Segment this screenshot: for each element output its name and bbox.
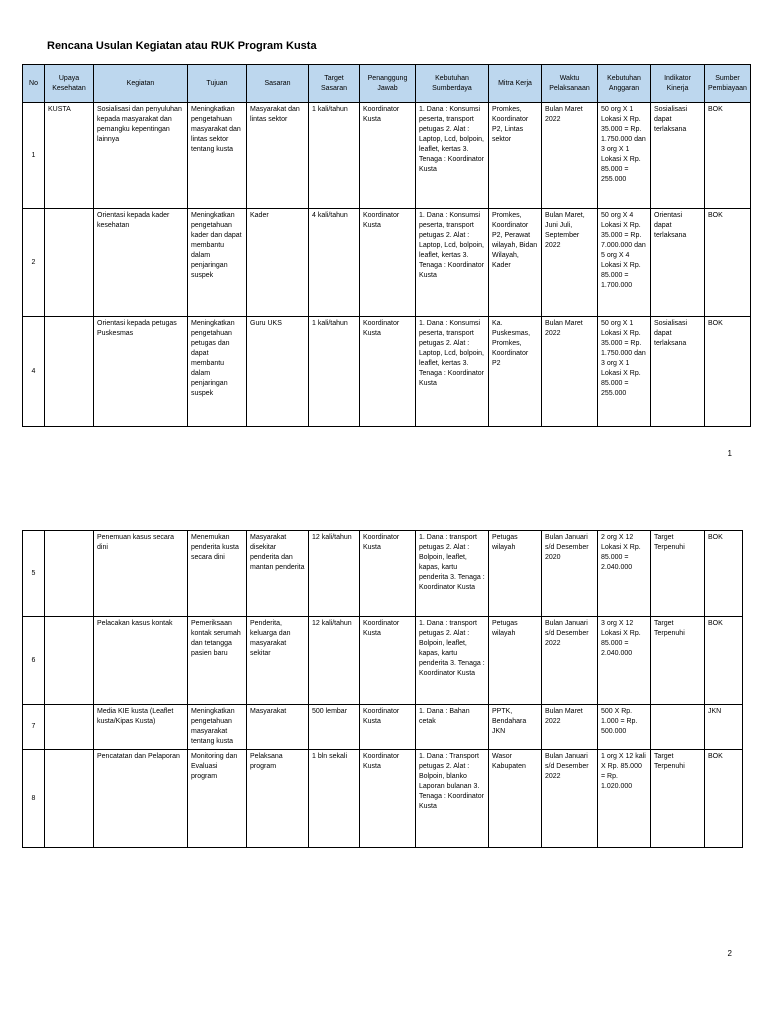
cell-pj: Koordinator Kusta xyxy=(360,705,416,750)
cell-sasaran: Pelaksana program xyxy=(247,750,309,848)
cell-anggaran: 50 org X 1 Lokasi X Rp. 35.000 = Rp. 1.750.000 dan 3 org X 1 Lokasi X Rp. 85.000 = 255.000 xyxy=(598,103,651,209)
cell-target: 1 kali/tahun xyxy=(309,103,360,209)
cell-indikator xyxy=(651,705,705,750)
cell-kegiatan: Orientasi kepada kader kesehatan xyxy=(94,209,188,317)
cell-tujuan: Meningkatkan pengetahuan masyarakat tentang kusta xyxy=(188,705,247,750)
cell-kegiatan: Orientasi kepada petugas Puskesmas xyxy=(94,317,188,427)
cell-no: 1 xyxy=(23,103,45,209)
cell-mitra: Ka. Puskesmas, Promkes, Koordinator P2 xyxy=(489,317,542,427)
table-row xyxy=(23,317,751,427)
cell-upaya: KUSTA xyxy=(45,103,94,209)
cell-sumberdaya: 1. Dana : Konsumsi peserta, transport petugas 2. Alat : Laptop, Lcd, bolpoin, leaflet, kertas 3. Tenaga : Koordinator Kusta xyxy=(416,317,489,427)
cell-tujuan: Meningkatkan pengetahuan masyarakat dan lintas sektor tentang kusta xyxy=(188,103,247,209)
cell-upaya xyxy=(45,705,94,750)
header-kegiatan: Kegiatan xyxy=(94,65,188,103)
cell-tujuan: Monitoring dan Evaluasi program xyxy=(188,750,247,848)
cell-kegiatan: Pelacakan kasus kontak xyxy=(94,617,188,705)
cell-indikator: Target Terpenuhi xyxy=(651,750,705,848)
cell-upaya xyxy=(45,617,94,705)
cell-tujuan: Menemukan penderita kusta secara dini xyxy=(188,531,247,617)
header-waktu: Waktu Pelaksanaan xyxy=(542,65,598,103)
header-indikator: Indikator Kinerja xyxy=(651,65,705,103)
cell-kegiatan: Media KIE kusta (Leaflet kusta/Kipas Kusta) xyxy=(94,705,188,750)
cell-waktu: Bulan Maret 2022 xyxy=(542,103,598,209)
header-no: No xyxy=(23,65,45,103)
cell-sumber: JKN xyxy=(705,705,743,750)
table-row xyxy=(23,705,743,750)
cell-indikator: Target Terpenuhi xyxy=(651,531,705,617)
cell-target: 12 kali/tahun xyxy=(309,531,360,617)
cell-waktu: Bulan Januari s/d Desember 2022 xyxy=(542,617,598,705)
cell-sasaran: Guru UKS xyxy=(247,317,309,427)
cell-target: 12 kali/tahun xyxy=(309,617,360,705)
cell-target: 500 lembar xyxy=(309,705,360,750)
cell-sumberdaya: 1. Dana : transport petugas 2. Alat : Bolpoin, leaflet, kapas, kartu penderita 3. Tenaga : Koordinator Kusta xyxy=(416,617,489,705)
cell-sumberdaya: 1. Dana : Konsumsi peserta, transport petugas 2. Alat : Laptop, Lcd, bolpoin, leaflet, kertas 3. Tenaga : Koordinator Kusta xyxy=(416,103,489,209)
cell-anggaran: 500 X Rp. 1.000 = Rp. 500.000 xyxy=(598,705,651,750)
cell-sumber: BOK xyxy=(705,617,743,705)
cell-no: 2 xyxy=(23,209,45,317)
cell-kegiatan: Penemuan kasus secara dini xyxy=(94,531,188,617)
cell-sumber: BOK xyxy=(705,209,751,317)
header-sumber: Sumber Pembiayaan xyxy=(705,65,751,103)
header-mitra: Mitra Kerja xyxy=(489,65,542,103)
document-title: Rencana Usulan Kegiatan atau RUK Program Kusta xyxy=(47,40,317,52)
header-target: Target Sasaran xyxy=(309,65,360,103)
cell-no: 8 xyxy=(23,750,45,848)
cell-sasaran: Masyarakat xyxy=(247,705,309,750)
cell-upaya xyxy=(45,750,94,848)
cell-anggaran: 1 org X 12 kali X Rp. 85.000 = Rp. 1.020.000 xyxy=(598,750,651,848)
cell-upaya xyxy=(45,317,94,427)
header-anggaran: Kebutuhan Anggaran xyxy=(598,65,651,103)
cell-tujuan: Meningkatkan pengetahuan petugas dan dapat membantu dalam penjaringan suspek xyxy=(188,317,247,427)
cell-sumberdaya: 1. Dana : transport petugas 2. Alat : Bolpoin, leaflet, kapas, kartu penderita 3. Tenaga : Koordinator Kusta xyxy=(416,531,489,617)
header-pj: Penanggung Jawab xyxy=(360,65,416,103)
cell-sumber: BOK xyxy=(705,317,751,427)
cell-pj: Koordinator Kusta xyxy=(360,317,416,427)
cell-upaya xyxy=(45,531,94,617)
cell-waktu: Bulan Maret, Juni Juli, September 2022 xyxy=(542,209,598,317)
cell-anggaran: 50 org X 1 Lokasi X Rp. 35.000 = Rp. 1.750.000 dan 3 org X 1 Lokasi X Rp. 85.000 = 255.000 xyxy=(598,317,651,427)
cell-no: 7 xyxy=(23,705,45,750)
cell-upaya xyxy=(45,209,94,317)
cell-anggaran: 2 org X 12 Lokasi X Rp. 85.000 = 2.040.000 xyxy=(598,531,651,617)
table-row xyxy=(23,103,751,209)
cell-pj: Koordinator Kusta xyxy=(360,617,416,705)
cell-sumberdaya: 1. Dana : Konsumsi peserta, transport petugas 2. Alat : Laptop, Lcd, bolpoin, leaflet, kertas 3. Tenaga : Koordinator Kusta xyxy=(416,209,489,317)
cell-sasaran: Kader xyxy=(247,209,309,317)
cell-waktu: Bulan Januari s/d Desember 2020 xyxy=(542,531,598,617)
cell-waktu: Bulan Maret 2022 xyxy=(542,705,598,750)
cell-pj: Koordinator Kusta xyxy=(360,531,416,617)
table-row xyxy=(23,750,743,848)
cell-pj: Koordinator Kusta xyxy=(360,103,416,209)
table-row xyxy=(23,209,751,317)
cell-sasaran: Penderita, keluarga dan masyarakat sekitar xyxy=(247,617,309,705)
cell-kegiatan: Sosialisasi dan penyuluhan kepada masyarakat dan pemangku kepentingan lainnya xyxy=(94,103,188,209)
header-upaya: Upaya Kesehatan xyxy=(45,65,94,103)
cell-tujuan: Pemeriksaan kontak serumah dan tetangga pasien baru xyxy=(188,617,247,705)
cell-target: 1 bln sekali xyxy=(309,750,360,848)
ruk-table-page-1 xyxy=(22,64,751,427)
cell-waktu: Bulan Maret 2022 xyxy=(542,317,598,427)
cell-tujuan: Meningkatkan pengetahuan kader dan dapat membantu dalam penjaringan suspek xyxy=(188,209,247,317)
cell-sumberdaya: 1. Dana : Bahan cetak xyxy=(416,705,489,750)
cell-indikator: Target Terpenuhi xyxy=(651,617,705,705)
cell-waktu: Bulan Januari s/d Desember 2022 xyxy=(542,750,598,848)
cell-target: 4 kali/tahun xyxy=(309,209,360,317)
cell-sumberdaya: 1. Dana : Transport petugas 2. Alat : Bolpoin, blanko Laporan bulanan 3. Tenaga : Koordinator Kusta xyxy=(416,750,489,848)
cell-mitra: PPTK, Bendahara JKN xyxy=(489,705,542,750)
cell-target: 1 kali/tahun xyxy=(309,317,360,427)
cell-pj: Koordinator Kusta xyxy=(360,750,416,848)
cell-mitra: Wasor Kabupaten xyxy=(489,750,542,848)
cell-no: 5 xyxy=(23,531,45,617)
cell-anggaran: 3 org X 12 Lokasi X Rp. 85.000 = 2.040.000 xyxy=(598,617,651,705)
cell-mitra: Petugas wilayah xyxy=(489,617,542,705)
table-header-row xyxy=(23,65,751,103)
cell-indikator: Sosialisasi dapat terlaksana xyxy=(651,317,705,427)
cell-sumber: BOK xyxy=(705,103,751,209)
cell-pj: Koordinator Kusta xyxy=(360,209,416,317)
cell-indikator: Orientasi dapat terlaksana xyxy=(651,209,705,317)
cell-sasaran: Masyarakat dan lintas sektor xyxy=(247,103,309,209)
cell-no: 4 xyxy=(23,317,45,427)
cell-indikator: Sosialisasi dapat terlaksana xyxy=(651,103,705,209)
cell-no: 6 xyxy=(23,617,45,705)
header-sumberdaya: Kebutuhan Sumberdaya xyxy=(416,65,489,103)
cell-sumber: BOK xyxy=(705,531,743,617)
cell-kegiatan: Pencatatan dan Pelaporan xyxy=(94,750,188,848)
cell-anggaran: 50 org X 4 Lokasi X Rp. 35.000 = Rp. 7.000.000 dan 5 org X 4 Lokasi X Rp. 85.000 = 1.700.000 xyxy=(598,209,651,317)
cell-mitra: Promkes, Koordinator P2, Lintas sektor xyxy=(489,103,542,209)
cell-mitra: Petugas wilayah xyxy=(489,531,542,617)
page-number: 1 xyxy=(727,449,732,458)
cell-mitra: Promkes, Koordinator P2, Perawat wilayah, Bidan Wilayah, Kader xyxy=(489,209,542,317)
header-tujuan: Tujuan xyxy=(188,65,247,103)
header-sasaran: Sasaran xyxy=(247,65,309,103)
cell-sumber: BOK xyxy=(705,750,743,848)
ruk-table-page-2 xyxy=(22,530,743,848)
table-row xyxy=(23,531,743,617)
page-number: 2 xyxy=(727,949,732,958)
table-row xyxy=(23,617,743,705)
cell-sasaran: Masyarakat disekitar penderita dan mantan penderita xyxy=(247,531,309,617)
